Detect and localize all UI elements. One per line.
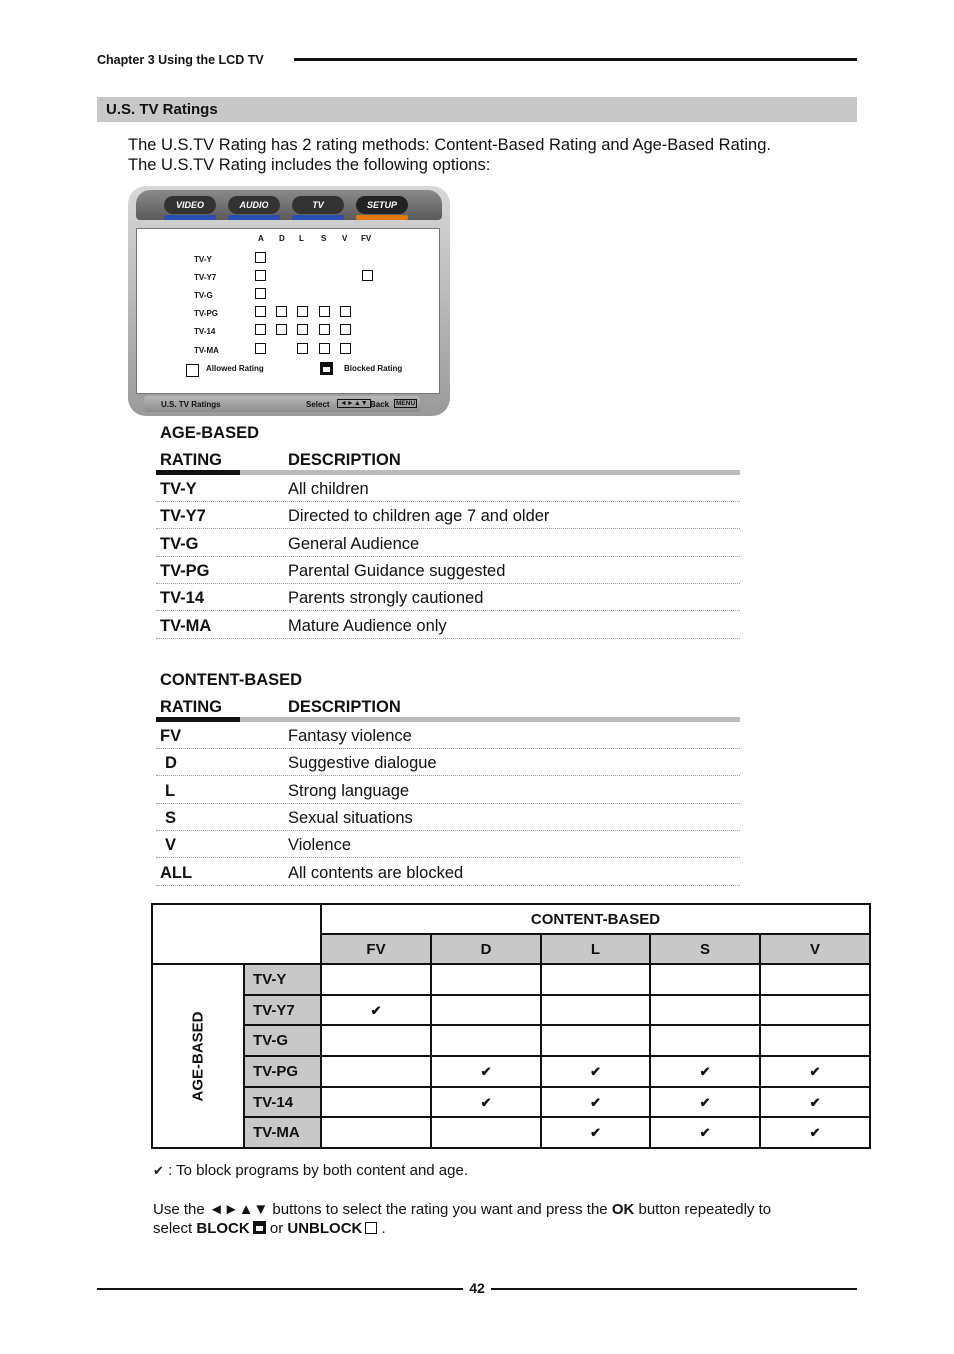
osd-footer-select: Select xyxy=(306,400,330,409)
footer-rule xyxy=(97,1288,463,1290)
instruction-text: select xyxy=(153,1220,197,1237)
matrix-row-header: TV-Y xyxy=(244,964,321,995)
instruction-text: Use the xyxy=(153,1201,209,1218)
lock-icon xyxy=(253,1221,266,1234)
rating-code: TV-G xyxy=(160,534,199,553)
osd-rating-checkbox[interactable] xyxy=(255,270,266,281)
matrix-cell xyxy=(541,995,650,1026)
video-icon xyxy=(164,196,216,214)
osd-rating-checkbox[interactable] xyxy=(255,252,266,263)
rating-description: Strong language xyxy=(288,781,410,800)
osd-column-header: D xyxy=(279,234,285,243)
content-table-desc-header: DESCRIPTION xyxy=(288,698,401,716)
osd-rating-checkbox[interactable] xyxy=(255,343,266,354)
rating-description: Fantasy violence xyxy=(288,727,412,745)
check-icon: ✔ xyxy=(699,1125,711,1141)
matrix-cell xyxy=(650,1117,760,1148)
matrix-column-header: L xyxy=(541,934,650,964)
instruction-text: buttons to select the rating you want and press the xyxy=(268,1201,612,1218)
rating-code: L xyxy=(165,781,176,800)
instruction-text: . xyxy=(381,1220,386,1237)
matrix-cell xyxy=(431,1117,541,1148)
osd-rating-checkbox[interactable] xyxy=(255,306,266,317)
table-row xyxy=(156,501,740,529)
matrix-cell xyxy=(650,964,760,995)
rating-description: Violence xyxy=(288,836,351,855)
matrix-column-header: FV xyxy=(321,934,431,964)
matrix-cell xyxy=(321,995,431,1026)
osd-row-label: TV-G xyxy=(194,291,213,300)
matrix-cell xyxy=(760,1025,870,1056)
osd-screenshot xyxy=(128,186,450,416)
matrix-cell xyxy=(760,1117,870,1148)
osd-tab-underline xyxy=(292,215,344,220)
table-row xyxy=(156,858,740,886)
check-icon: ✔ xyxy=(699,1063,711,1079)
check-icon: ✔ xyxy=(590,1094,601,1110)
rating-code: TV-Y7 xyxy=(160,507,206,526)
osd-rating-checkbox[interactable] xyxy=(276,324,287,335)
osd-rating-checkbox[interactable] xyxy=(340,306,351,317)
instruction-line-2 xyxy=(153,1220,386,1237)
rating-code: FV xyxy=(160,727,182,745)
table-row xyxy=(156,776,740,804)
matrix-row-header: TV-14 xyxy=(244,1087,321,1118)
table-row xyxy=(156,529,740,557)
check-icon: ✔ xyxy=(370,1002,382,1018)
osd-rating-checkbox[interactable] xyxy=(255,324,266,335)
check-icon: ✔ xyxy=(699,1094,711,1110)
check-icon: ✔ xyxy=(153,1163,164,1178)
matrix-cell xyxy=(321,1087,431,1118)
ok-key-label: OK xyxy=(611,1201,635,1218)
matrix-age-header xyxy=(152,964,244,1148)
matrix-cell xyxy=(431,995,541,1026)
osd-footer-title: U.S. TV Ratings xyxy=(161,400,221,409)
matrix-cell xyxy=(431,1056,541,1087)
osd-rating-checkbox[interactable] xyxy=(297,306,308,317)
table-row xyxy=(156,611,740,639)
matrix-cell xyxy=(321,1056,431,1087)
osd-column-header: FV xyxy=(361,234,372,243)
osd-status-bar xyxy=(144,396,420,412)
matrix-cell xyxy=(321,964,431,995)
osd-rating-checkbox[interactable] xyxy=(276,306,287,317)
rating-code: D xyxy=(165,754,177,773)
block-label: BLOCK xyxy=(196,1220,250,1237)
osd-tab-label: AUDIO xyxy=(239,200,269,210)
rating-description: Directed to children age 7 and older xyxy=(288,507,550,526)
matrix-corner xyxy=(152,904,321,964)
rating-code: TV-Y xyxy=(160,480,197,498)
osd-rating-checkbox[interactable] xyxy=(340,324,351,335)
intro-line-2: The U.S.TV Rating includes the following options: xyxy=(128,156,491,174)
osd-row-label: TV-Y7 xyxy=(194,273,217,282)
rating-code: TV-MA xyxy=(160,616,212,635)
audio-icon xyxy=(228,196,280,214)
osd-rating-checkbox[interactable] xyxy=(297,324,308,335)
matrix-cell xyxy=(431,964,541,995)
rating-description: Sexual situations xyxy=(288,808,413,827)
osd-row-label: TV-PG xyxy=(194,309,219,318)
arrow-keys-icon: ◄►▲▼ xyxy=(208,1201,269,1218)
matrix-column-header: V xyxy=(760,934,870,964)
matrix-row-header: TV-Y7 xyxy=(244,995,321,1026)
tv-icon xyxy=(292,196,344,214)
osd-rating-checkbox[interactable] xyxy=(319,324,330,335)
check-icon: ✔ xyxy=(590,1125,601,1141)
matrix-age-label: AGE-BASED xyxy=(189,1011,207,1102)
rating-description: All contents are blocked xyxy=(288,863,464,882)
setup-icon xyxy=(356,196,408,214)
rating-matrix xyxy=(151,903,871,1149)
age-table-desc-header: DESCRIPTION xyxy=(288,451,401,469)
rating-code: ALL xyxy=(160,863,193,882)
table-row xyxy=(156,474,740,502)
instruction-text: button repeatedly to xyxy=(634,1201,772,1218)
chapter-heading: Chapter 3 Using the LCD TV xyxy=(97,53,264,67)
table-row xyxy=(156,583,740,611)
matrix-cell xyxy=(650,1056,760,1087)
matrix-cell xyxy=(760,995,870,1026)
osd-rating-checkbox[interactable] xyxy=(319,343,330,354)
allowed-rating-icon xyxy=(186,364,199,377)
table-row xyxy=(156,556,740,584)
check-icon: ✔ xyxy=(480,1094,492,1110)
select-arrows-icon: ◄►▲▼ xyxy=(337,399,371,408)
matrix-cell xyxy=(431,1087,541,1118)
menu-key-icon: MENU xyxy=(396,400,416,407)
rating-code: S xyxy=(165,808,177,827)
matrix-cell xyxy=(321,1117,431,1148)
matrix-cell xyxy=(541,1087,650,1118)
rating-description: All children xyxy=(288,480,369,498)
unblock-label: UNBLOCK xyxy=(287,1220,363,1237)
content-table-rating-header: RATING xyxy=(160,698,223,716)
osd-rating-checkbox[interactable] xyxy=(297,343,308,354)
content-table-title: CONTENT-BASED xyxy=(160,671,303,689)
intro-line-1: The U.S.TV Rating has 2 rating methods: Content-Based Rating and Age-Based Rating. xyxy=(128,136,771,154)
page-number: 42 xyxy=(469,1280,485,1296)
table-row xyxy=(156,748,740,776)
unlock-box-icon xyxy=(365,1222,377,1234)
age-table-rating-header: RATING xyxy=(160,451,223,469)
rating-description: Parents strongly cautioned xyxy=(288,589,484,608)
rating-description: Mature Audience only xyxy=(288,616,447,635)
matrix-cell xyxy=(541,964,650,995)
instruction-line-1 xyxy=(153,1201,771,1218)
table-row xyxy=(156,721,740,749)
matrix-cell xyxy=(541,1025,650,1056)
matrix-row-header: TV-G xyxy=(244,1025,321,1056)
osd-tab-underline xyxy=(356,215,408,220)
table-row xyxy=(156,803,740,831)
table-row xyxy=(156,830,740,858)
osd-column-header: S xyxy=(321,234,327,243)
check-icon: ✔ xyxy=(809,1063,821,1079)
matrix-cell xyxy=(760,1056,870,1087)
rating-description: General Audience xyxy=(288,534,420,553)
osd-rating-checkbox[interactable] xyxy=(319,306,330,317)
osd-tab-underline xyxy=(228,215,280,220)
osd-column-header: A xyxy=(258,234,264,243)
check-icon: ✔ xyxy=(590,1063,601,1079)
check-icon: ✔ xyxy=(809,1125,821,1141)
rating-code: V xyxy=(165,836,177,855)
matrix-content-header: CONTENT-BASED xyxy=(321,904,870,934)
section-title: U.S. TV Ratings xyxy=(106,101,218,118)
header-rule xyxy=(294,58,857,61)
allowed-rating-label: Allowed Rating xyxy=(206,364,264,373)
matrix-cell xyxy=(650,1025,760,1056)
osd-row-label: TV-14 xyxy=(194,327,216,336)
osd-footer-back: Back xyxy=(370,400,390,409)
osd-column-header: V xyxy=(342,234,348,243)
blocked-rating-label: Blocked Rating xyxy=(344,364,403,373)
osd-column-header: L xyxy=(299,234,304,243)
osd-row-label: TV-Y xyxy=(194,255,212,264)
rating-description: Parental Guidance suggested xyxy=(288,561,506,580)
osd-tab-underline xyxy=(164,215,216,220)
osd-tab-label: SETUP xyxy=(366,200,397,210)
matrix-cell xyxy=(650,995,760,1026)
matrix-cell xyxy=(760,1087,870,1118)
rating-code: TV-PG xyxy=(160,561,210,580)
check-icon: ✔ xyxy=(480,1063,492,1079)
matrix-row-header: TV-PG xyxy=(244,1056,321,1087)
check-legend-text: : To block programs by both content and age. xyxy=(168,1162,468,1179)
instruction-text: or xyxy=(265,1220,288,1237)
matrix-column-header: D xyxy=(431,934,541,964)
matrix-cell xyxy=(431,1025,541,1056)
matrix-cell xyxy=(541,1056,650,1087)
osd-rating-checkbox[interactable] xyxy=(255,288,266,299)
rating-code: TV-14 xyxy=(160,589,205,608)
osd-rating-checkbox[interactable] xyxy=(340,343,351,354)
matrix-column-header: S xyxy=(650,934,760,964)
matrix-cell xyxy=(321,1025,431,1056)
osd-tab-label: TV xyxy=(312,200,324,210)
osd-rating-checkbox[interactable] xyxy=(362,270,373,281)
age-table-title: AGE-BASED xyxy=(160,424,260,442)
matrix-cell xyxy=(760,964,870,995)
footer-rule xyxy=(491,1288,857,1290)
osd-tab-label: VIDEO xyxy=(175,200,204,210)
matrix-row-header: TV-MA xyxy=(244,1117,321,1148)
check-legend xyxy=(153,1162,468,1179)
osd-row-label: TV-MA xyxy=(194,346,219,355)
blocked-rating-icon xyxy=(320,362,333,375)
check-icon: ✔ xyxy=(809,1094,821,1110)
rating-description: Suggestive dialogue xyxy=(288,754,437,773)
matrix-cell xyxy=(650,1087,760,1118)
matrix-cell xyxy=(541,1117,650,1148)
